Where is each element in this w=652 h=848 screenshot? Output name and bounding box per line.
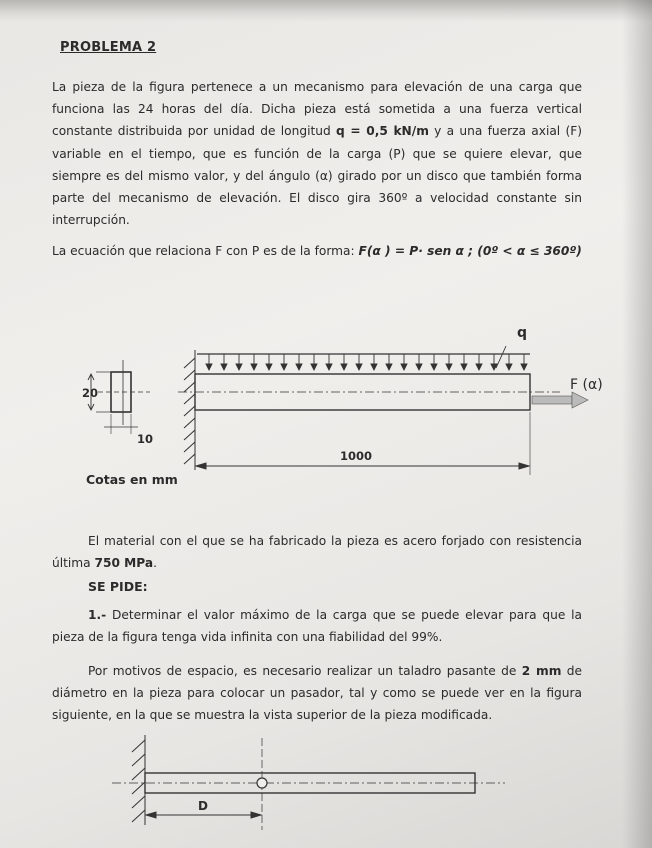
material-text-1: El material con el que se ha fabricado la pieza es acero forjado con resistencia última (52, 534, 582, 571)
hole-paragraph (52, 660, 582, 727)
length-dim-label: 1000 (340, 449, 373, 463)
axial-force-arrow (532, 392, 588, 408)
distributed-load-arrows (197, 346, 530, 370)
load-label: q (517, 325, 528, 341)
section-width-dim: 10 (137, 432, 154, 446)
equation-paragraph (52, 240, 582, 262)
fixed-support-wall (184, 350, 195, 470)
through-hole (257, 778, 267, 788)
hole-distance-label: D (198, 799, 208, 813)
equation-lead: La ecuación que relaciona F con P es de la forma: (52, 244, 359, 258)
se-pide-heading: SE PIDE: (88, 579, 148, 594)
question-1-number: 1.- (88, 608, 107, 622)
units-note: Cotas en mm (86, 472, 178, 487)
force-label: F (α) (570, 377, 603, 393)
hole-diameter: 2 mm (521, 664, 562, 678)
question-1-text: Determinar el valor máximo de la carga que se puede elevar para que la pieza de la figura tenga vida infinita con una fiabilidad del 99%. (52, 608, 582, 645)
length-dimension (196, 412, 530, 475)
problem-title: PROBLEMA 2 (60, 40, 157, 55)
section-height-dim: 20 (82, 386, 99, 400)
top-view-beam (112, 738, 505, 830)
beam-body (178, 374, 560, 410)
top-view-figure (0, 730, 652, 848)
ultimate-strength: 750 MPa (94, 556, 154, 571)
intro-text-2: y a una fuerza axial (F) variable en el tiempo, que es función de la carga (P) que se quiere elevar, que siempre es del mismo valor, y del ángulo (α) girado por un disco que también forma parte del mecanismo de elevación. El disco gira 360º a velocidad constante sin interrupción. (52, 124, 582, 228)
hole-text-2: de diámetro en la pieza para colocar un pasador, tal y como se puede ver en la figura siguiente, en la que se muestra la vista superior de la pieza modificada. (52, 664, 582, 723)
beam-figure (0, 310, 652, 490)
material-text-2: . (153, 556, 158, 571)
top-view-wall (132, 735, 145, 825)
intro-text-1: La pieza de la figura pertenece a un mecanismo para elevación de una carga que funciona las 24 horas del día. Dicha pieza está sometida a una fuerza vertical constante distribuida por unidad de longitud (52, 80, 582, 139)
material-paragraph (52, 530, 582, 574)
hole-text-1: Por motivos de espacio, es necesario realizar un taladro pasante de (88, 664, 522, 678)
question-1 (52, 604, 582, 648)
intro-paragraph (52, 76, 582, 231)
load-value: q = 0,5 kN/m (335, 124, 429, 139)
equation-formula: F(α ) = P· sen α ; (0º < α ≤ 360º) (358, 244, 582, 258)
